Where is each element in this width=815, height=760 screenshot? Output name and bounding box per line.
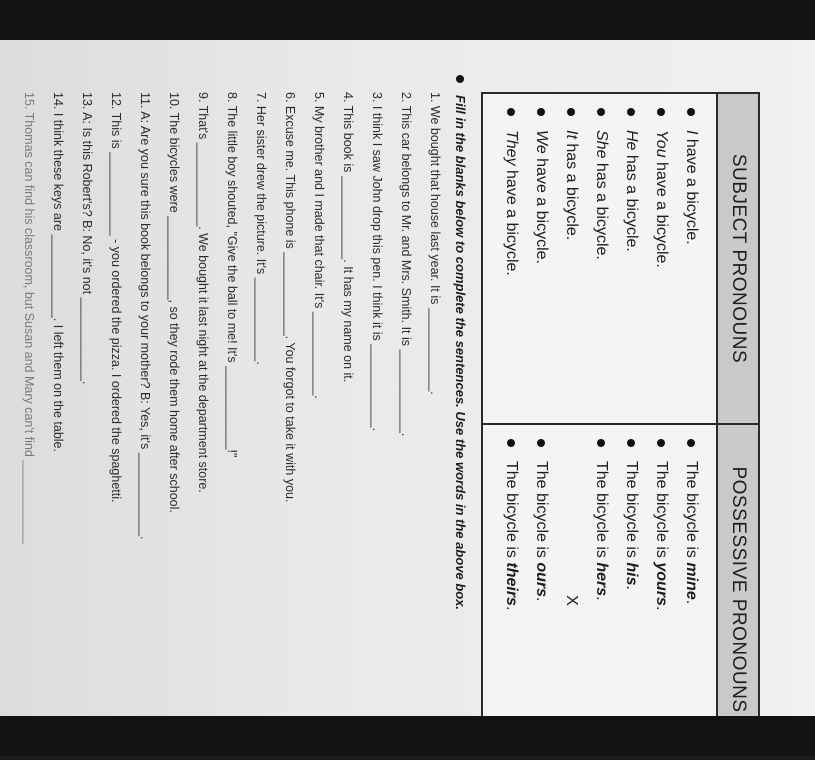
table-header bbox=[716, 94, 758, 754]
sentence-rest: have a bicycle. bbox=[533, 153, 550, 264]
subject-pronoun-text bbox=[622, 130, 640, 252]
possessive-pronoun-row bbox=[586, 439, 616, 740]
subject-pronoun: She bbox=[593, 130, 610, 159]
exercise-item: 2. This car belongs to Mr. and Mrs. Smith. It is ____________. bbox=[399, 92, 413, 437]
bullet-icon bbox=[657, 439, 665, 447]
sentence-prefix: The bicycle is bbox=[503, 461, 520, 563]
sentence-suffix: . bbox=[503, 605, 520, 611]
bullet-icon bbox=[627, 439, 635, 447]
exercise-item: 3. I think I saw John drop this pen. I think it is ____________. bbox=[370, 92, 384, 432]
sentence-suffix: . bbox=[593, 596, 610, 601]
exercise-item: 7. Her sister drew the picture. It's ____________. bbox=[254, 92, 268, 365]
sentence-suffix: . bbox=[683, 599, 700, 605]
exercise-item: 13. A: Is this Robert's? B: No, it's not ____________. bbox=[80, 92, 94, 385]
possessive-pronoun-text bbox=[592, 461, 610, 601]
subject-pronoun-row bbox=[526, 108, 556, 409]
possessive-pronoun: hers bbox=[593, 562, 610, 597]
bullet-icon bbox=[537, 439, 545, 447]
subject-pronoun-row bbox=[646, 108, 676, 409]
possessive-pronoun-text bbox=[622, 461, 640, 590]
possessive-pronoun-row bbox=[556, 439, 586, 740]
bullet-icon bbox=[537, 108, 545, 116]
possessive-pronoun-row bbox=[496, 439, 526, 740]
sentence-prefix: The bicycle is bbox=[623, 461, 640, 563]
exercise-item: 10. The bicycles were ____________, so they rode them home after school. bbox=[167, 92, 181, 513]
bullet-icon bbox=[597, 439, 605, 447]
subject-pronoun-text bbox=[562, 130, 580, 240]
bullet-icon bbox=[507, 108, 515, 116]
subject-pronouns-header: SUBJECT PRONOUNS bbox=[718, 94, 758, 425]
subject-pronoun-row bbox=[556, 108, 586, 409]
possessive-pronouns-header: POSSESSIVE PRONOUNS bbox=[728, 466, 749, 713]
bullet-icon bbox=[657, 108, 665, 116]
subject-pronoun-text bbox=[682, 130, 700, 245]
worksheet-page bbox=[0, 40, 815, 716]
worksheet-content bbox=[0, 20, 760, 760]
subject-pronoun: He bbox=[623, 130, 640, 151]
subject-pronoun-row bbox=[616, 108, 646, 409]
subject-pronoun-text bbox=[532, 130, 550, 264]
exercise-list bbox=[7, 92, 442, 752]
possessive-pronoun-text bbox=[502, 461, 520, 610]
subject-pronoun-text bbox=[652, 130, 670, 268]
exercise-item: 8. The little boy shouted, "Give the ball to me! It's ____________!" bbox=[225, 92, 239, 458]
pronoun-table bbox=[481, 92, 760, 756]
dark-background-bottom bbox=[0, 716, 815, 756]
exercise-item: 9. That's ____________. We bought it last night at the department store. bbox=[196, 92, 210, 493]
exercise-item: 4. This book is ____________. It has my name on it. bbox=[341, 92, 355, 383]
subject-pronoun: I bbox=[683, 130, 700, 135]
sentence-prefix: The bicycle is bbox=[683, 461, 700, 563]
possessive-pronoun: his bbox=[623, 562, 640, 586]
sentence-rest: has a bicycle. bbox=[623, 150, 640, 252]
exercise-item: 14. I think these keys are ____________. I left them on the table. bbox=[51, 92, 65, 452]
sentence-rest: have a bicycle. bbox=[653, 157, 670, 268]
sentence-rest: have a bicycle. bbox=[683, 134, 700, 245]
subject-pronoun-row bbox=[496, 108, 526, 409]
sentence-prefix: The bicycle is bbox=[593, 461, 610, 563]
subject-pronoun-text bbox=[502, 130, 520, 276]
sentence-suffix: . bbox=[653, 605, 670, 611]
possessive-pronoun-text bbox=[682, 461, 700, 604]
sentence-prefix: The bicycle is bbox=[533, 461, 550, 563]
bullet-icon bbox=[597, 108, 605, 116]
exercise-item: 11. A: Are you sure this book belongs to your mother? B: Yes, it's ____________. bbox=[138, 92, 152, 540]
sentence-prefix: The bicycle is bbox=[653, 461, 670, 563]
possessive-pronoun: yours bbox=[653, 562, 670, 606]
exercise-item: 12. This is ____________ - you ordered the pizza. I ordered the spaghetti. bbox=[109, 92, 123, 503]
sentence-rest: have a bicycle. bbox=[503, 165, 520, 276]
bullet-icon bbox=[457, 75, 465, 83]
possessive-pronoun-text bbox=[652, 461, 670, 610]
subject-pronoun: You bbox=[653, 130, 670, 158]
sentence-suffix: . bbox=[533, 597, 550, 602]
possessive-pronoun-row bbox=[676, 439, 706, 740]
instructions bbox=[453, 75, 468, 610]
possessive-pronoun: ours bbox=[533, 562, 550, 598]
exercise-item: 6. Excuse me. This phone is ____________. You forgot to take it with you. bbox=[283, 92, 297, 503]
subject-pronoun-row bbox=[676, 108, 706, 409]
subject-pronoun: We bbox=[533, 130, 550, 154]
possessive-pronoun: theirs bbox=[503, 562, 520, 606]
possessive-pronoun: mine bbox=[683, 562, 700, 600]
possessive-pronoun-row bbox=[526, 439, 556, 740]
possessive-pronoun-row bbox=[646, 439, 676, 740]
sentence-suffix: . bbox=[623, 585, 640, 590]
possessive-pronoun-row bbox=[616, 439, 646, 740]
subject-pronoun-text bbox=[592, 130, 610, 260]
possessive-pronouns-column bbox=[483, 425, 716, 754]
empty-marker: X bbox=[563, 595, 580, 606]
subject-pronoun: They bbox=[503, 130, 520, 166]
subject-pronoun-row bbox=[586, 108, 616, 409]
bullet-icon bbox=[567, 108, 575, 116]
sentence-rest: has a bicycle. bbox=[563, 138, 580, 241]
bullet-icon bbox=[687, 108, 695, 116]
bullet-icon bbox=[507, 439, 515, 447]
possessive-pronoun-text bbox=[532, 461, 550, 602]
subject-pronoun: It bbox=[563, 130, 580, 139]
exercise-item: 15. Thomas can find his classroom, but Susan and Mary can't find ____________ bbox=[22, 92, 36, 544]
sentence-rest: has a bicycle. bbox=[593, 158, 610, 260]
exercise-item: 5. My brother and I made that chair. It's ____________. bbox=[312, 92, 326, 399]
instructions-text: Fill in the blanks below to complete the sentences. Use the words in the above box. bbox=[453, 95, 468, 611]
subject-pronouns-column bbox=[483, 94, 716, 425]
exercise-item: 1. We bought that house last year. It is ____________. bbox=[428, 92, 442, 395]
bullet-icon bbox=[687, 439, 695, 447]
bullet-icon bbox=[627, 108, 635, 116]
